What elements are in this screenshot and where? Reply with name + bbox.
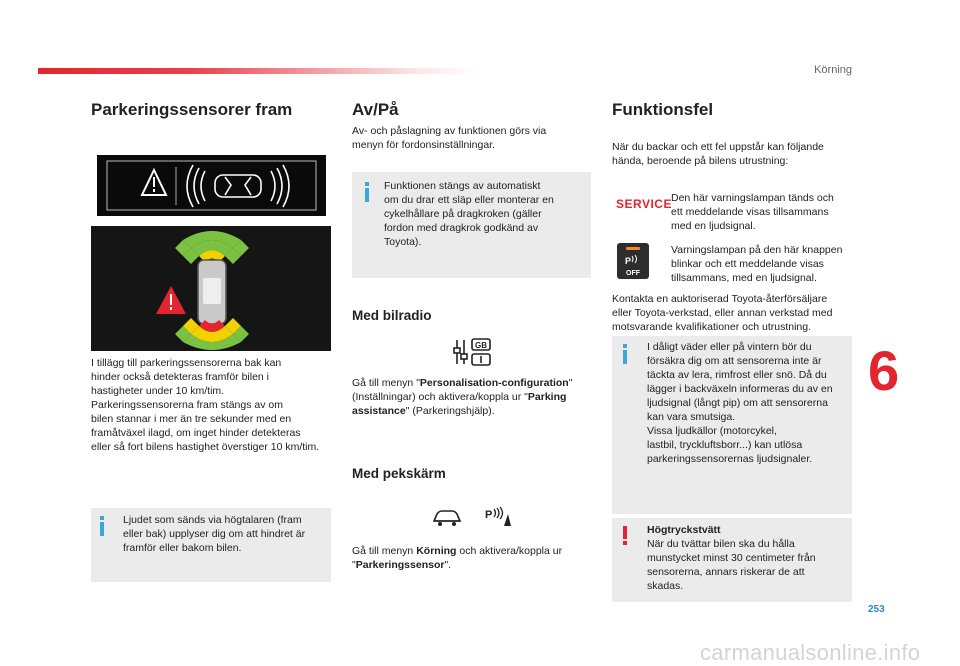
svg-text:GB: GB [475, 341, 487, 350]
info-icon [365, 182, 369, 202]
chapter-number: 6 [868, 339, 900, 402]
info-note-trailer: Funktionen stängs av automatiskt om du drar ett släp eller monterar en cykelhållare på dragkroken (gäller fordon med dragkrok godkänd av Toyota). [352, 172, 591, 278]
svg-text:P: P [485, 509, 493, 521]
sensor-zone-diagram [91, 226, 331, 351]
menu-name-korning: Körning [416, 545, 457, 557]
onoff-intro: Av- och påslagning av funktionen görs via menyn för fordonsinställningar. [352, 125, 547, 151]
touchscreen-instructions: Gå till menyn Körning och aktivera/koppla ur "Parkeringssensor". [352, 545, 563, 571]
info-icon [100, 516, 104, 536]
car-top-view-icon [187, 165, 289, 207]
subsection-title-touchscreen: Med pekskärm [352, 466, 446, 481]
car-side-icon [432, 508, 462, 528]
warning-note-pressure-wash: Högtryckstvätt När du tvättar bilen ska du hålla munstycket minst 30 centimeter från sensorerna, annars riskerar de att skadas. [612, 518, 852, 602]
section-title-onoff: Av/På [352, 100, 399, 119]
display-diagram [97, 155, 326, 216]
svg-text:P: P [625, 256, 632, 266]
parking-sensor-icon [484, 506, 512, 528]
info-note-speaker: Ljudet som sänds via högtalaren (fram eller bak) upplyser dig om att hindret är framför eller bakom bilen. [91, 508, 331, 582]
section-title-malfunction: Funktionsfel [612, 100, 714, 119]
display-illustration [97, 155, 326, 216]
front-sensors-body: I tillägg till parkeringssensorerna bak kan hinder också detekteras framför bilen i hastigheter under 10 km/tim. Parkeringssensorerna fram stängs av om bilen stannar i mer än tre sekunder med en framåtväxel ilagd, om inget hinder detekteras eller så fort bilens hastighet överstiger 10 km/tim. [91, 357, 320, 453]
subsection-title-radio: Med bilradio [352, 308, 432, 323]
page-number: 253 [868, 604, 885, 615]
malfunction-intro: När du backar och ett fel uppstår kan följande hända, beroende på bilens utrustning: [612, 141, 824, 167]
poff-lamp-description: Varningslampan på den här knappen blinkar och ett meddelande visas tillsammans, med en ljudsignal. [671, 244, 843, 284]
menu-name-personalisation: Personalisation-configuration [419, 377, 569, 389]
info-icon [623, 344, 627, 364]
warning-note-title: Högtryckstvätt [647, 524, 721, 536]
front-sensor-arcs [175, 231, 249, 264]
park-sensor-off-button-icon [617, 243, 649, 279]
radio-instructions: Gå till menyn "Personalisation-configuration" (Inställningar) och aktivera/koppla ur "Parking assistance" (Parkeringshjälp). [352, 377, 573, 417]
warning-exclamation-icon [623, 526, 627, 545]
settings-icon [452, 336, 494, 368]
menu-name-parkeringssensor: Parkeringssensor [355, 559, 445, 571]
section-label: Körning [814, 64, 852, 76]
service-warning-lamp-icon: SERVICE [616, 197, 672, 211]
info-note-weather: I dåligt väder eller på vintern bör du försäkra dig om att sensorerna inte är täckta av lera, rimfrost eller snö. Då du lägger i backväxeln informeras du av en ljudsignal (långt pip) om att sensorerna kan vara smutsiga. Vissa ljudkällor (motorcykel, lastbil, tryckluftsborr...) kan utlösa parkeringssensorernas ljudsignaler. [612, 336, 852, 514]
svg-text:OFF: OFF [626, 270, 640, 277]
menu-name-parking-assistance: Parking assistance [352, 391, 567, 417]
service-lamp-description: Den här varningslampan tänds och ett meddelande visas tillsammans med en ljudsignal. [671, 192, 834, 232]
watermark: carmanualsonline.info [700, 640, 921, 665]
header-accent-bar [38, 68, 478, 74]
sensor-zone-illustration [91, 226, 331, 351]
dealer-contact-text: Kontakta en auktoriserad Toyota-återförsäljare eller Toyota-verkstad, eller annan verkstad med motsvarande kvalifikationer och utrustning. [612, 293, 833, 333]
section-title-front-sensors: Parkeringssensorer fram [91, 100, 293, 119]
